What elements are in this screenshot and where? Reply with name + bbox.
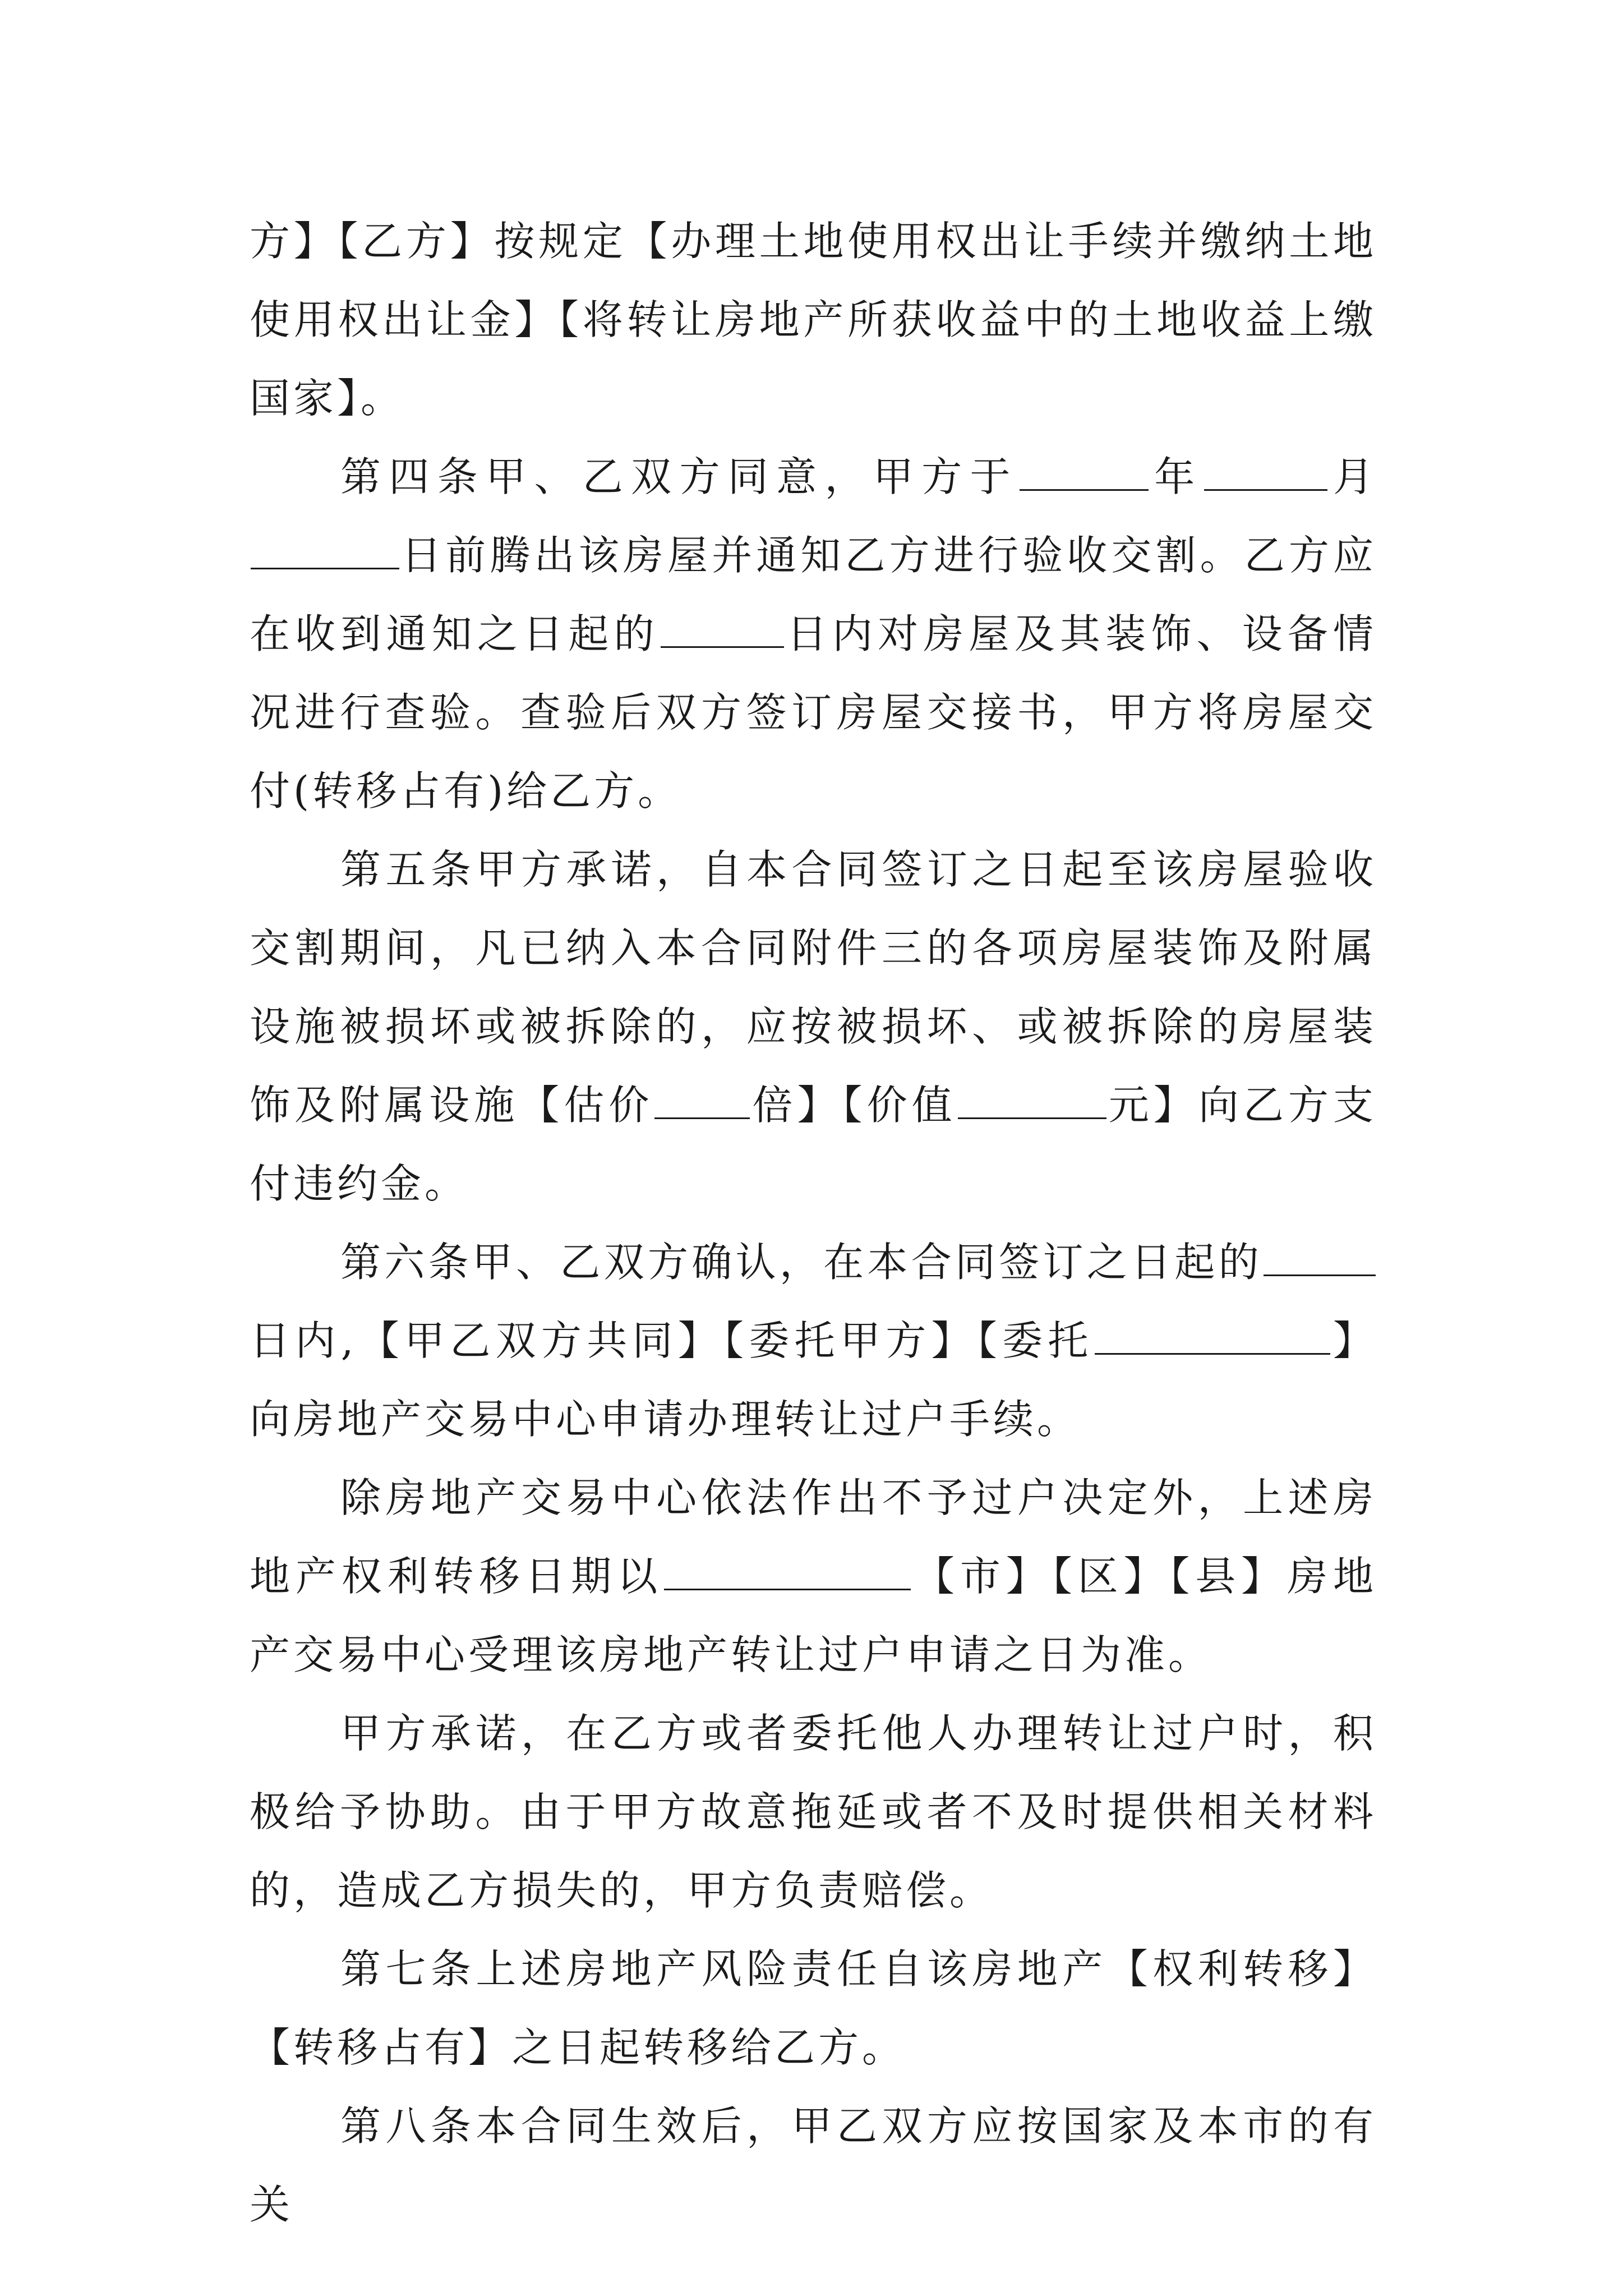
paragraph-transfer-date [250,1458,1377,1694]
paragraph-text: 第四条甲、乙双方同意，甲方于 [340,453,1018,500]
paragraph-article-4 [250,438,1377,830]
paragraph-text: 年 [1149,453,1203,500]
fill-in-blank-year[interactable] [1020,489,1149,491]
paragraph-text: 倍】【价值 [751,1082,957,1129]
paragraph-assistance [250,1694,1377,1930]
fill-in-blank-day[interactable] [251,567,399,569]
contract-body [250,202,1377,2244]
paragraph-text: 第七条上述房地产风险责任自该房地产【权利转移】【转移占有】之日起转移给乙方。 [250,1945,1377,2071]
paragraph-article-6 [250,1223,1377,1458]
paragraph-text: 日前腾出该房屋并通知乙方进行验收交割。乙方应在收到通知之日起的 [250,532,1377,657]
paragraph-article-7 [250,1930,1377,2087]
fill-in-blank-month[interactable] [1204,489,1327,491]
paragraph-article-5 [250,830,1377,1223]
paragraph-text: 【市】【区】【县】房地产交易中心受理该房地产转让过户申请之日为准。 [250,1553,1377,1678]
paragraph-text: 】向房地产交易中心申请办理转让过户手续。 [250,1317,1377,1443]
paragraph-article-8 [250,2087,1377,2244]
paragraph-text: 日内,【甲乙双方共同】【委托甲方】【委托 [250,1317,1094,1364]
fill-in-blank-days[interactable] [1264,1274,1376,1276]
paragraph-text: 日内对房屋及其装饰、设备情况进行查验。查验后双方签订房屋交接书，甲方将房屋交付(转移占有)给乙方。 [250,610,1377,815]
paragraph-text: 元】向乙方支付违约金。 [250,1082,1377,1207]
fill-in-blank-amount[interactable] [958,1117,1106,1119]
paragraph-text: 方】【乙方】按规定【办理土地使用权出让手续并缴纳土地使用权出让金】【将转让房地产所获收益中的土地收益上缴国家】。 [250,218,1377,422]
fill-in-blank-agent[interactable] [1095,1352,1330,1355]
paragraph-text: 甲方承诺，在乙方或者委托他人办理转让过户时，积极给予协助。由于甲方故意拖延或者不及时提供相关材料的，造成乙方损失的，甲方负责赔偿。 [250,1710,1377,1914]
paragraph-text: 月 [1328,453,1377,500]
fill-in-blank-days[interactable] [661,646,784,648]
paragraph-text: 第六条甲、乙双方确认，在本合同签订之日起的 [340,1239,1262,1286]
paragraph-text: 除房地产交易中心依法作出不予过户决定外，上述房地产权利转移日期以 [250,1474,1377,1600]
fill-in-blank-multiple[interactable] [654,1117,750,1119]
fill-in-blank-location[interactable] [664,1588,911,1590]
paragraph-text: 第五条甲方承诺，自本合同签订之日起至该房屋验收交割期间，凡已纳入本合同附件三的各项房屋装饰及附属设施被损坏或被拆除的，应按被损坏、或被拆除的房屋装饰及附属设施【估价 [250,846,1377,1129]
paragraph-continuation [250,202,1377,438]
paragraph-text: 第八条本合同生效后，甲乙双方应按国家及本市的有关 [250,2102,1377,2228]
